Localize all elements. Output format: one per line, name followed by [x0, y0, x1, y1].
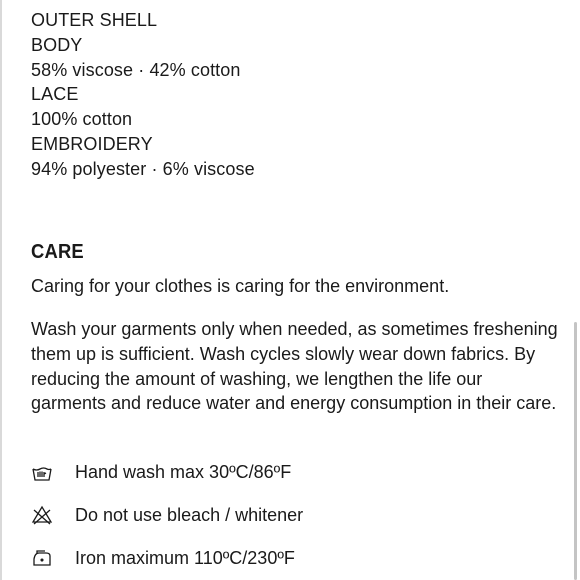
composition-part-value: 58% viscose · 42% cotton	[31, 59, 241, 80]
care-instruction-text: Do not use bleach / whitener	[75, 504, 304, 525]
care-section-title: CARE	[31, 241, 84, 263]
composition-part-value: 94% polyester · 6% viscose	[31, 158, 255, 179]
care-instruction-iron	[31, 545, 295, 571]
care-instruction-text: Iron maximum 110ºC/230ºF	[75, 547, 295, 568]
composition-section	[31, 8, 551, 182]
composition-part-label: BODY	[31, 34, 83, 55]
care-instruction-no-bleach	[31, 502, 304, 528]
no-bleach-icon	[31, 504, 53, 526]
care-intro-text: Caring for your clothes is caring for the environment.	[31, 276, 450, 296]
composition-part-label: EMBROIDERY	[31, 133, 153, 154]
scrollbar[interactable]	[574, 322, 577, 580]
care-instruction-text: Hand wash max 30ºC/86ºF	[75, 461, 292, 482]
care-instruction-hand-wash	[31, 459, 292, 485]
composition-heading: OUTER SHELL	[31, 10, 158, 30]
composition-part-label: LACE	[31, 84, 79, 105]
left-edge-border	[0, 0, 2, 580]
hand-wash-icon	[31, 461, 53, 483]
iron-icon	[31, 547, 53, 569]
care-description: Wash your garments only when needed, as sometimes freshening them up is sufficient. Wash cycles slowly wear down fabrics. By reducing the amount of washing, we lengthen the life our garments and reduce water and energy consumption in their care.	[31, 319, 558, 414]
composition-part-value: 100% cotton	[31, 109, 133, 130]
